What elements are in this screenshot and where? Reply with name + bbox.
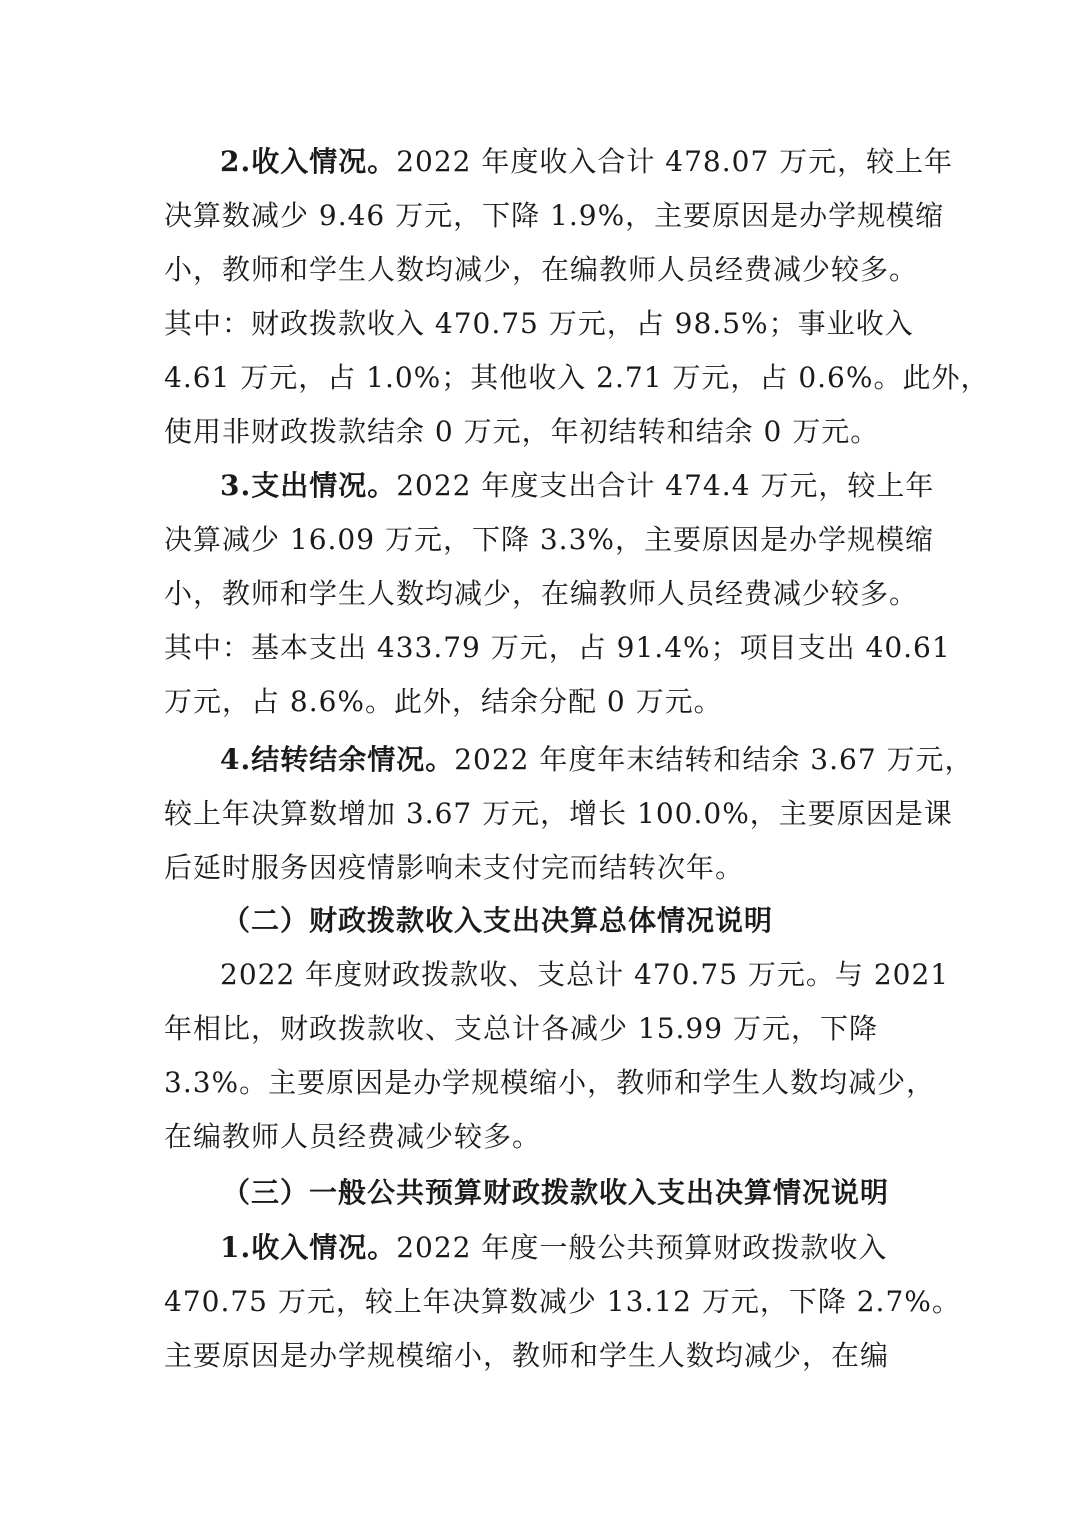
expense-text: 2022 年度支出合计 474.4 万元，较上年 xyxy=(396,469,935,502)
paragraph-expense-line-1 xyxy=(220,466,934,506)
carryover-heading: 4.结转结余情况。 xyxy=(220,743,455,776)
budget-income-heading: 1.收入情况。 xyxy=(220,1231,397,1264)
income-text: 2022 年度收入合计 478.07 万元，较上年 xyxy=(396,145,954,178)
paragraph-line: 主要原因是办学规模缩小，教师和学生人数均减少，在编 xyxy=(164,1339,890,1372)
paragraph-line: 其中：财政拨款收入 470.75 万元，占 98.5%；事业收入 xyxy=(164,307,914,340)
paragraph-line: 使用非财政拨款结余 0 万元，年初结转和结余 0 万元。 xyxy=(164,415,880,448)
paragraph-line: 在编教师人员经费减少较多。 xyxy=(164,1120,542,1153)
paragraph-carryover-line-1 xyxy=(220,740,974,780)
paragraph-line: 4.61 万元，占 1.0%；其他收入 2.71 万元，占 0.6%。此外， xyxy=(164,361,990,394)
paragraph-line: 后延时服务因疫情影响未支付完而结转次年。 xyxy=(164,851,745,884)
budget-income-text: 2022 年度一般公共预算财政拨款收入 xyxy=(396,1231,888,1264)
carryover-text: 2022 年度年末结转和结余 3.67 万元， xyxy=(454,743,974,776)
paragraph-line: 决算数减少 9.46 万元，下降 1.9%，主要原因是办学规模缩 xyxy=(164,199,945,232)
paragraph-line: 较上年决算数增加 3.67 万元，增长 100.0%，主要原因是课 xyxy=(164,797,953,830)
paragraph-line: 3.3%。主要原因是办学规模缩小，教师和学生人数均减少， xyxy=(164,1066,936,1099)
paragraph-line: 小，教师和学生人数均减少，在编教师人员经费减少较多。 xyxy=(164,577,919,610)
paragraph-income-line-1 xyxy=(220,142,953,182)
section-title-fiscal-overview: （二）财政拨款收入支出决算总体情况说明 xyxy=(222,904,774,937)
income-heading: 2.收入情况。 xyxy=(220,145,397,178)
paragraph-line: 其中：基本支出 433.79 万元，占 91.4%；项目支出 40.61 xyxy=(164,631,951,664)
paragraph-line: 小，教师和学生人数均减少，在编教师人员经费减少较多。 xyxy=(164,253,919,286)
expense-heading: 3.支出情况。 xyxy=(220,469,397,502)
paragraph-line: 决算减少 16.09 万元，下降 3.3%，主要原因是办学规模缩 xyxy=(164,523,934,556)
paragraph-line: 2022 年度财政拨款收、支总计 470.75 万元。与 2021 xyxy=(220,958,950,991)
paragraph-line: 万元，占 8.6%。此外，结余分配 0 万元。 xyxy=(164,685,723,718)
paragraph-line: 年相比，财政拨款收、支总计各减少 15.99 万元，下降 xyxy=(164,1012,878,1045)
section-title-general-budget: （三）一般公共预算财政拨款收入支出决算情况说明 xyxy=(222,1176,890,1209)
paragraph-budget-income-line-1 xyxy=(220,1228,887,1268)
paragraph-line: 470.75 万元，较上年决算数减少 13.12 万元，下降 2.7%。 xyxy=(164,1285,961,1318)
